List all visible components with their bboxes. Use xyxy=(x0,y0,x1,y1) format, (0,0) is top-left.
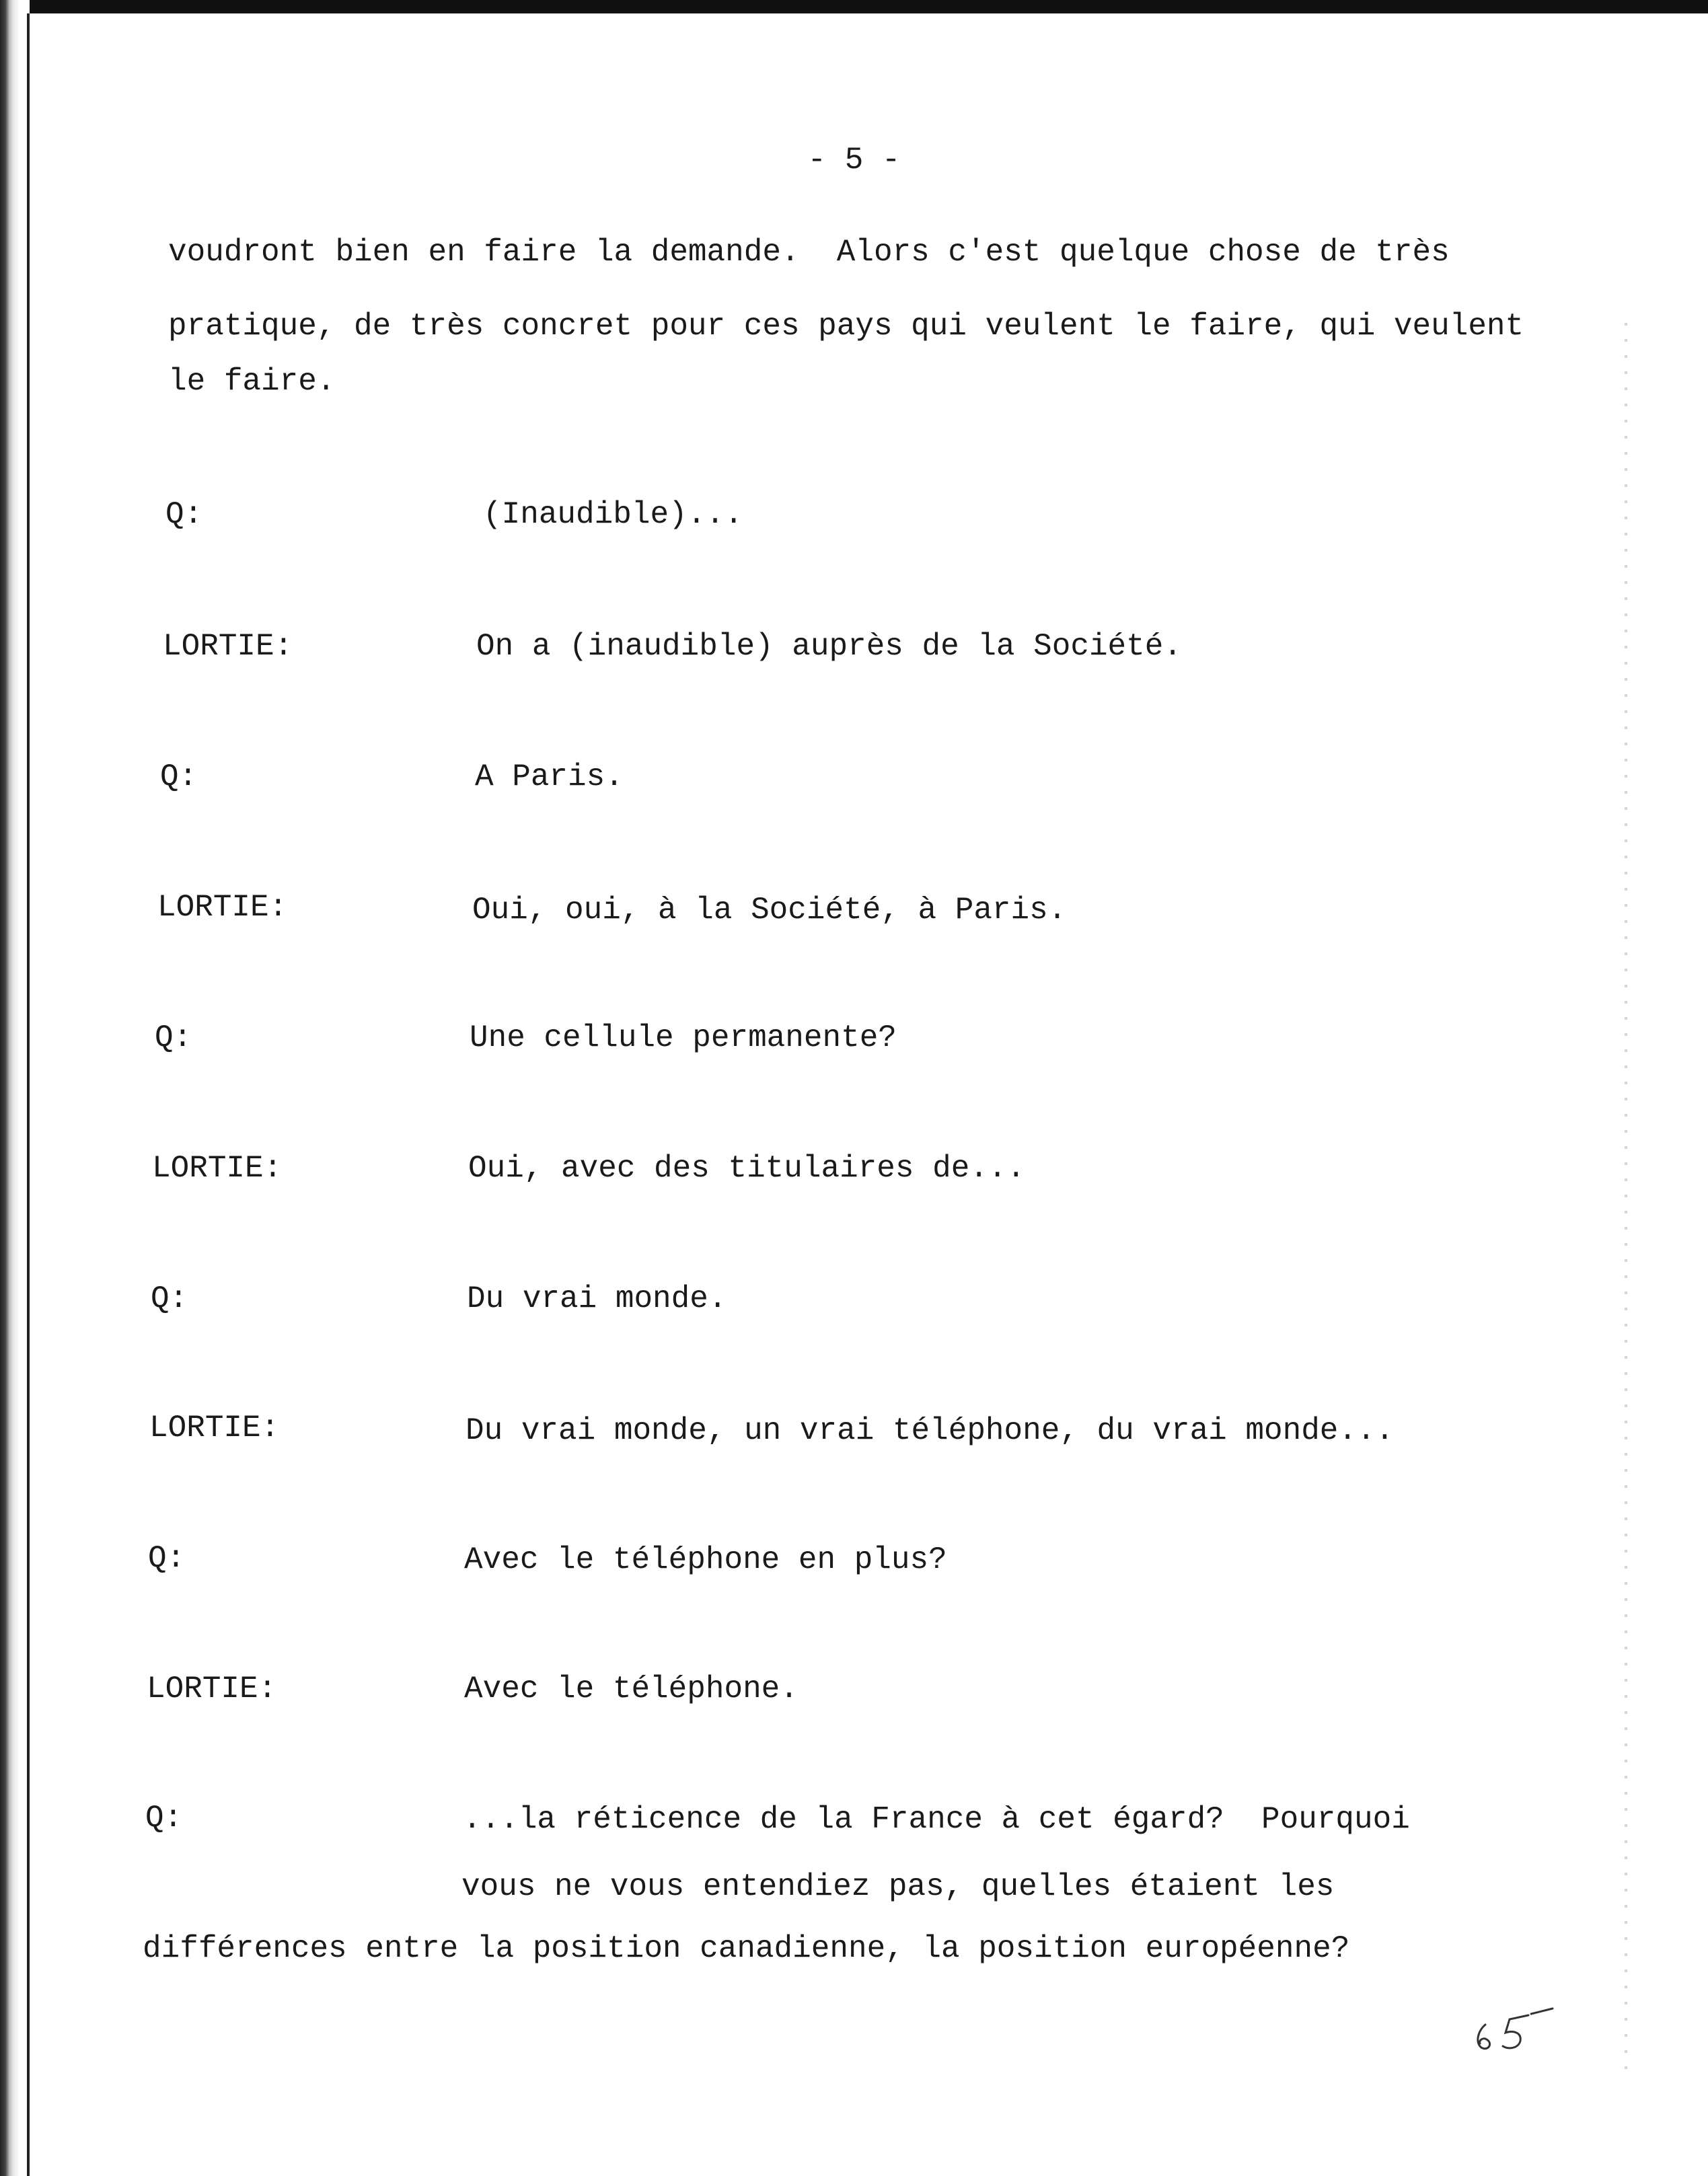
intro-line-1: voudront bien en faire la demande. Alors c'est quelque chose de très xyxy=(168,235,1450,270)
speaker-lortie: LORTIE: xyxy=(149,1411,280,1446)
page-number: - 5 - xyxy=(807,143,901,178)
speaker-q: Q: xyxy=(145,1801,183,1836)
speaker-q: Q: xyxy=(155,1020,192,1055)
speech-text: Du vrai monde. xyxy=(467,1281,727,1316)
speech-text: Du vrai monde, un vrai téléphone, du vrai monde... xyxy=(466,1413,1395,1448)
speech-text: ...la réticence de la France à cet égard? Pourquoi xyxy=(463,1802,1410,1837)
speaker-lortie: LORTIE: xyxy=(157,890,288,925)
speech-text: A Paris. xyxy=(475,759,624,794)
speech-text: Avec le téléphone. xyxy=(464,1672,799,1706)
continuation-line-2: différences entre la position canadienne, la position européenne? xyxy=(143,1931,1350,1966)
speaker-q: Q: xyxy=(151,1281,188,1316)
speaker-q: Q: xyxy=(148,1541,186,1576)
speech-text: Oui, oui, à la Société, à Paris. xyxy=(472,893,1067,928)
scan-top-edge xyxy=(0,0,1708,13)
speaker-lortie: LORTIE: xyxy=(152,1151,283,1186)
speaker-lortie: LORTIE: xyxy=(147,1672,277,1706)
speaker-lortie: LORTIE: xyxy=(163,629,293,664)
binding-line xyxy=(27,13,30,2176)
speaker-q: Q: xyxy=(165,497,203,532)
intro-line-3: le faire. xyxy=(168,364,336,399)
speech-text: On a (inaudible) auprès de la Société. xyxy=(476,629,1182,664)
speech-text: Une cellule permanente? xyxy=(470,1020,897,1055)
intro-line-2: pratique, de très concret pour ces pays qui veulent le faire, qui veulent xyxy=(168,309,1524,344)
speech-text: Avec le téléphone en plus? xyxy=(464,1542,947,1577)
scan-right-dots xyxy=(1625,323,1627,2072)
speech-text: (Inaudible)... xyxy=(483,497,743,532)
speaker-q: Q: xyxy=(160,759,198,794)
speech-text: Oui, avec des titulaires de... xyxy=(468,1151,1026,1186)
handwritten-page-note xyxy=(1466,2003,1567,2064)
continuation-line-1: vous ne vous entendiez pas, quelles étaient les xyxy=(461,1869,1335,1904)
scan-left-edge xyxy=(0,0,30,2176)
